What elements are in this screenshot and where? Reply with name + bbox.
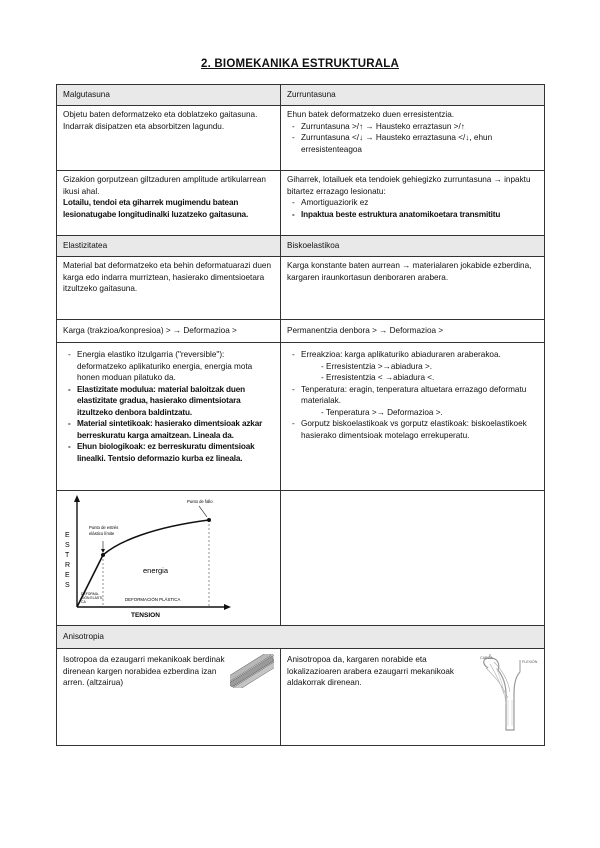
cell-viscoelastic-relation: Permanentzia denbora > → Deformazioa > — [281, 320, 545, 343]
zurruntasuna-list — [287, 121, 538, 156]
row-chart — [57, 491, 545, 626]
bone-label: FLEXIÓN — [522, 660, 538, 664]
y-label-letter: T — [65, 552, 70, 559]
label-elastic-limit: elástico límite — [89, 531, 115, 536]
label-elastic-region: CA — [81, 600, 86, 604]
label-plastic-region: DEFORMACIÓN PLÁSTICA — [125, 597, 181, 602]
label-energy: energia — [143, 566, 169, 575]
list-item: - Gorputz biskoelastikoak vs gorputz elastikoak: biskoelastikoek hasierako dimentsioak motelago errekuperatu. — [301, 418, 538, 441]
list-item: - Erreakzioa: karga aplikaturiko abiaduraren araberakoa. — [301, 349, 538, 361]
malgutasuna-text-2: Indarrak disipatzen eta absorbitzen lagundu. — [63, 121, 225, 131]
y-label-letter: E — [65, 532, 70, 539]
y-label-letter: S — [65, 542, 70, 549]
label-elastic-limit: Punto de estrés — [89, 525, 119, 530]
cell-malgutasuna-detail — [57, 171, 281, 236]
list-item: - Tenperatura: eragin, tenperatura altuetara errazago deformatu materialak. — [301, 384, 538, 407]
row-definitions-1 — [57, 106, 545, 171]
list-item: - Material sintetikoak: hasierako dimentsioak azkar berreskuratu karga amaitzean. Lineala da. — [77, 418, 274, 441]
sub-item-text: Erresistentzia >→abiadura >. — [326, 361, 433, 371]
x-axis-arrow — [224, 604, 231, 610]
y-axis-arrow — [74, 495, 80, 502]
row-explanations — [57, 343, 545, 491]
cell-viscoelastic-explanation — [281, 343, 545, 491]
stress-strain-diagram — [59, 493, 277, 619]
elastic-limit-point — [101, 553, 105, 557]
cell-zurruntasuna-def — [281, 106, 545, 171]
elastic-list — [63, 349, 274, 464]
cell-anisotropoa — [281, 649, 545, 746]
cell-elastic-relation: Karga (trakzioa/konpresioa) > → Deformazioa > — [57, 320, 281, 343]
zurruntasuna-detail-list — [287, 197, 538, 220]
content-table — [56, 84, 545, 746]
x-axis-label: TENSION — [131, 612, 160, 619]
cell-empty — [281, 491, 545, 626]
cell-zurruntasuna-detail — [281, 171, 545, 236]
header-anisotropia: Anisotropia — [57, 626, 545, 649]
label-elastic-region: DEFORMA- — [81, 592, 100, 596]
malgutasuna-detail-bold: Lotailu, tendoi eta giharrek mugimendu batean lesionatugabe longitudinalki luzatzeko gaitasuna. — [63, 198, 249, 219]
sub-item-text: Tenperatura >→ Deformazioa >. — [325, 407, 443, 417]
cell-isotropoa — [57, 649, 281, 746]
fracture-point — [207, 518, 211, 522]
viscoelastic-list-2 — [287, 384, 538, 407]
list-item: - Energia elastiko itzulgarria ("reversible"): deformatzeko aplikaturiko energia, energia mota honen moduan pilatuko da. — [77, 349, 274, 384]
row-definitions-2 — [57, 257, 545, 320]
fracture-pointer — [199, 506, 207, 517]
sub-item-text: Erresistentzia < →abiadura <. — [326, 373, 435, 382]
viscoelastic-list — [287, 349, 538, 361]
list-item: - Zurruntasuna </↓ → Hausteko erraztasuna </↓, ehun erresistenteagoa — [301, 132, 538, 155]
label-fracture-point: Punto de fallo — [187, 499, 213, 504]
cell-malgutasuna-def — [57, 106, 281, 171]
row-anisotropia — [57, 649, 545, 746]
row-relations — [57, 320, 545, 343]
y-label-letter: S — [65, 582, 70, 589]
page-title: 2. BIOMEKANIKA ESTRUKTURALA — [201, 58, 399, 70]
sub-item: - Erresistentzia < →abiadura <. — [321, 373, 435, 382]
header-elastizitatea: Elastizitatea — [57, 236, 281, 257]
anisotropoa-text: Anisotropoa da, kargaren norabide eta lokalizazioaren arabera ezaugarri mekanikoak aldakorrak direnean. — [287, 655, 455, 687]
header-malgutasuna: Malgutasuna — [57, 85, 281, 106]
sub-item: - Erresistentzia >→abiadura >. — [321, 361, 433, 371]
cell-stress-strain-chart — [57, 491, 281, 626]
steel-bars-image — [230, 654, 274, 688]
list-item: - Amortiguaziorik ez — [301, 197, 538, 209]
y-label-letter: E — [65, 572, 70, 579]
bone-diagram-image — [474, 654, 538, 734]
row-headers-1 — [57, 85, 545, 106]
list-item: - Inpaktua beste estruktura anatomikoetara transmititu — [301, 209, 538, 221]
isotropoa-text: Isotropoa da ezaugarri mekanikoak berdinak direnean kargen norabidea ezberdina izan arren. (altzairua) — [63, 655, 225, 687]
sub-item: - Tenperatura >→ Deformazioa >. — [321, 407, 443, 417]
header-zurruntasuna: Zurruntasuna — [281, 85, 545, 106]
malgutasuna-text-1: Objetu baten deformatzeko eta doblatzeko gaitasuna. — [63, 110, 258, 119]
row-headers-2 — [57, 236, 545, 257]
y-label-letter: R — [65, 562, 71, 569]
label-elastic-region: CIÓN ELÁSTI- — [81, 596, 104, 600]
list-item: - Zurruntasuna >/↑ → Hausteko erraztasun >/↑ — [301, 121, 538, 133]
zurruntasuna-detail-text: Giharrek, lotailuek eta tendoiek gehiegizko zurruntasuna → inpaktu bitartez errazago lesionatu: — [287, 175, 531, 196]
row-header-anisotropia — [57, 626, 545, 649]
list-item: - Ehun biologikoak: ez berreskuratu dimentsioak linealki. Tentsio deformazio kurba ez lineala. — [77, 441, 274, 464]
malgutasuna-detail-text: Gizakion gorputzean giltzaduren amplitude artikularrean ikusi ahal. — [63, 175, 266, 196]
viscoelastic-list-3 — [287, 418, 538, 441]
list-item: - Elastizitate modulua: material baloitzak duen elastizitate gradua, hasierako dimentsiotara itzultzeko denbora baldintzatu. — [77, 384, 274, 419]
cell-elastizitatea-def: Material bat deformatzeko eta behin deformatuarazi duen karga edo indarra murriztean, hasierako dimentsioetara itzultzeko gaitasuna. — [57, 257, 281, 320]
cell-biskoelastikoa-def: Karga konstante baten aurrean → materialaren jokabide ezberdina, kargaren iraunkortasun denboraren arabera. — [281, 257, 545, 320]
cell-elastic-explanation — [57, 343, 281, 491]
bone-label: CARGA — [480, 656, 493, 660]
header-biskoelastikoa: Biskoelastikoa — [281, 236, 545, 257]
row-details-1 — [57, 171, 545, 236]
zurruntasuna-text: Ehun batek deformatzeko duen erresistentzia. — [287, 110, 455, 119]
